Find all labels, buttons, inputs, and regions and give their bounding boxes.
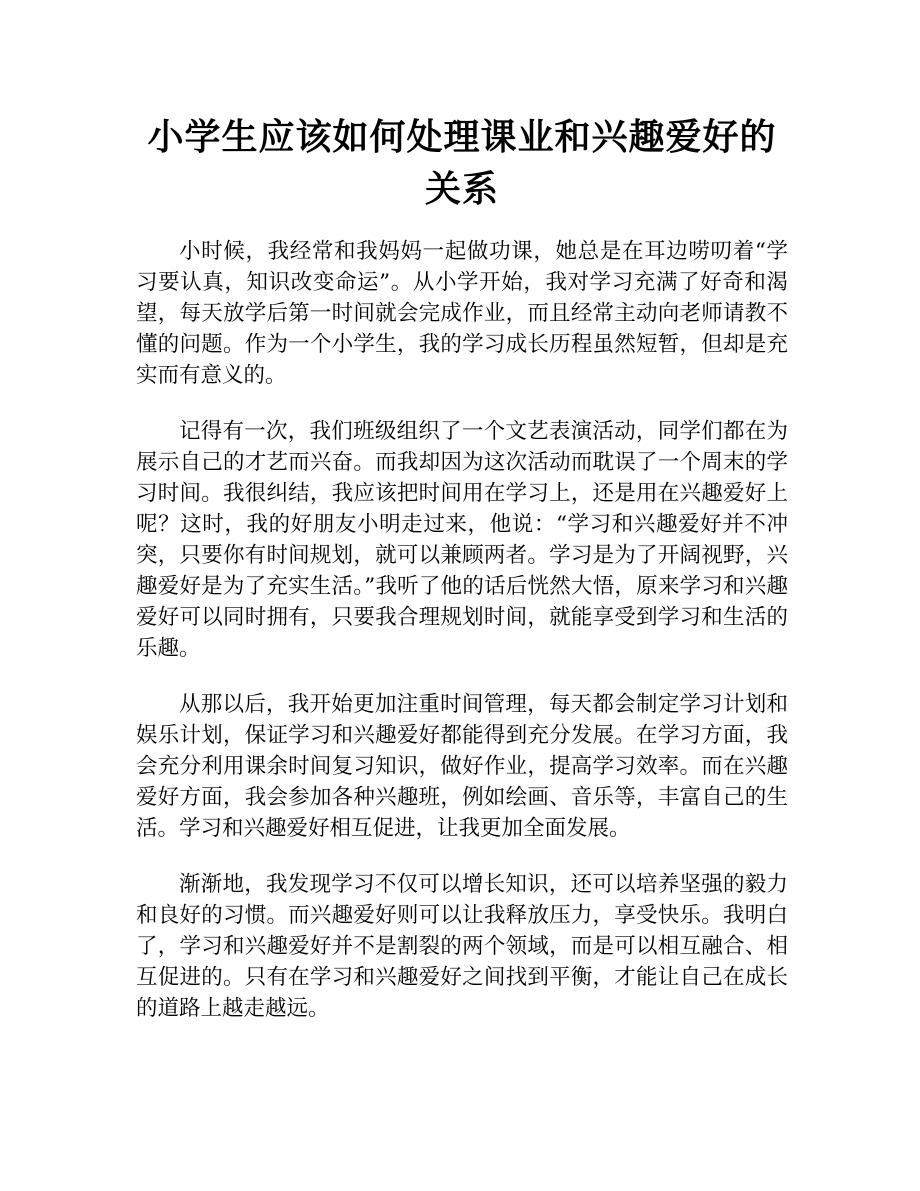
document-title: 小学生应该如何处理课业和兴趣爱好的关系 xyxy=(147,117,777,210)
paragraph-1: 小时候，我经常和我妈妈一起做功课，她总是在耳边唠叨着“学习要认真，知识改变命运”。从小学开始，我对学习充满了好奇和渴望，每天放学后第一时间就会完成作业，而且经常主动向老师请教不懂的问题。作为一个小学生，我的学习成长历程虽然短暂，但却是充实而有意义的。 xyxy=(136,239,788,388)
document-page xyxy=(136,112,788,1024)
paragraph-2: 记得有一次，我们班级组织了一个文艺表演活动，同学们都在为展示自己的才艺而兴奋。而我却因为这次活动而耽误了一个周末的学习时间。我很纠结，我应该把时间用在学习上，还是用在兴趣爱好上呢？这时，我的好朋友小明走过来，他说：“学习和兴趣爱好并不冲突，只要你有时间规划，就可以兼顾两者。学习是为了开阔视野，兴趣爱好是为了充实生活。”我听了他的话后恍然大悟，原来学习和兴趣爱好可以同时拥有，只要我合理规划时间，就能享受到学习和生活的乐趣。 xyxy=(136,419,788,661)
paragraph-3: 从那以后，我开始更加注重时间管理，每天都会制定学习计划和娱乐计划，保证学习和兴趣爱好都能得到充分发展。在学习方面，我会充分利用课余时间复习知识，做好作业，提高学习效率。而在兴趣爱好方面，我会参加各种兴趣班，例如绘画、音乐等，丰富自己的生活。学习和兴趣爱好相互促进，让我更加全面发展。 xyxy=(136,692,788,841)
paragraph-4: 渐渐地，我发现学习不仅可以增长知识，还可以培养坚强的毅力和良好的习惯。而兴趣爱好则可以让我释放压力，享受快乐。我明白了，学习和兴趣爱好并不是割裂的两个领域，而是可以相互融合、相互促进的。只有在学习和兴趣爱好之间找到平衡，才能让自己在成长的道路上越走越远。 xyxy=(136,872,788,1021)
